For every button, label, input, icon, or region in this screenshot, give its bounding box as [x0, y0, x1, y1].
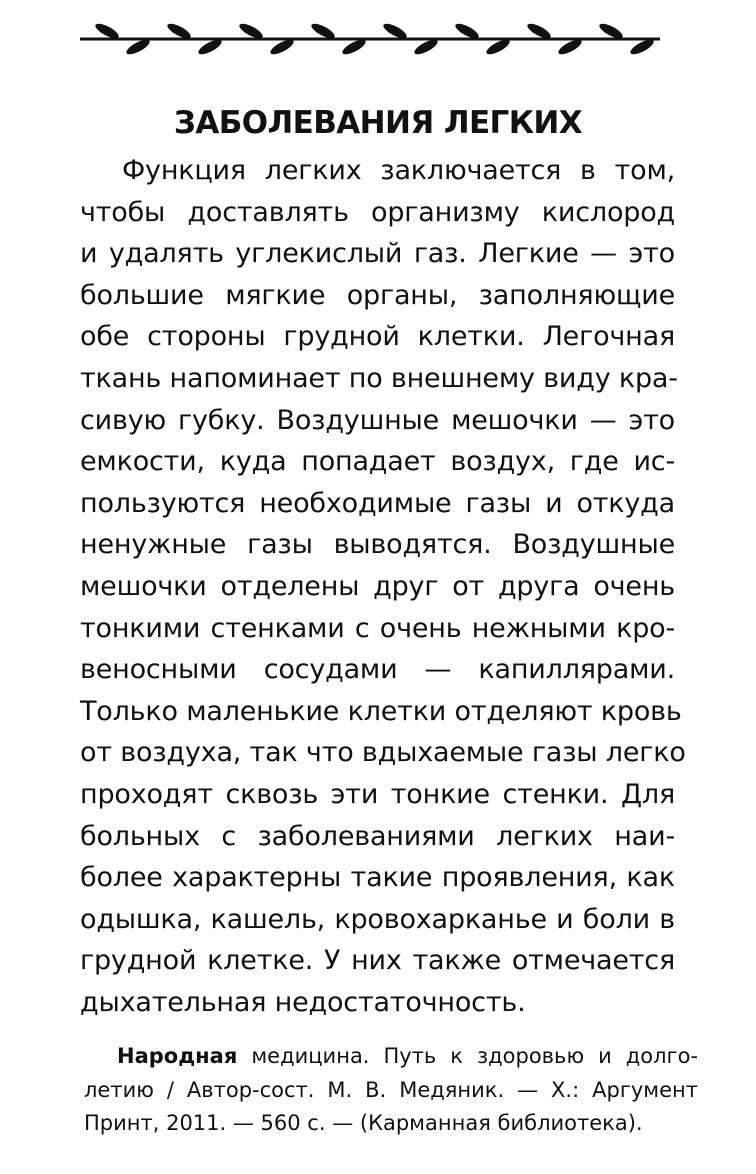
body-line: и удалять углекислый газ. Легкие — это	[80, 238, 675, 270]
body-line: ненужные газы выводятся. Воздушные	[80, 529, 675, 561]
citation-line: Принт, 2011. — 560 с. — (Карманная библиотека).	[84, 1111, 643, 1135]
citation-line: летию / Автор-сост. М. В. Медяник. — Х.: Аргумент	[84, 1077, 698, 1102]
body-line: мешочки отделены друг от друга очень	[80, 570, 675, 602]
article-body	[80, 150, 686, 1023]
body-line: большие мягкие органы, заполняющие	[80, 279, 675, 311]
article-title: ЗАБОЛЕВАНИЯ ЛЕГКИХ	[173, 105, 583, 141]
body-line: одышка, кашель, кровохарканье и боли в	[80, 903, 675, 935]
body-line: ткань напоминает по внешнему виду кра-	[80, 362, 678, 394]
body-line: Функция легких заключается в том,	[122, 155, 675, 186]
source-citation	[84, 1040, 698, 1141]
body-line: пользуются необходимые газы и откуда	[80, 487, 675, 519]
body-line: обе стороны грудной клетки. Легочная	[80, 321, 675, 353]
body-line: от воздуха, так что вдыхаемые газы легко	[80, 737, 686, 769]
body-line: сивую губку. Воздушные мешочки — это	[80, 404, 675, 436]
body-line: больных с заболеваниями легких наи-	[80, 820, 675, 852]
body-line: чтобы доставлять организму кислород	[80, 196, 675, 228]
body-line: емкости, куда попадает воздух, где ис-	[80, 446, 675, 478]
body-line: Только маленькие клетки отделяют кровь	[80, 695, 682, 727]
body-line: грудной клетке. У них также отмечается	[80, 945, 675, 977]
citation-line-rest: медицина. Путь к здоровью и долго-	[237, 1044, 698, 1068]
citation-line	[84, 1040, 698, 1074]
body-line: проходят сквозь эти тонкие стенки. Для	[80, 778, 675, 810]
vine-leaves-divider-icon	[80, 16, 660, 58]
body-line: более характерны такие проявления, как	[80, 862, 675, 894]
body-line: веносными сосудами — капиллярами.	[80, 654, 675, 686]
body-line: дыхательная недостаточность.	[80, 986, 526, 1018]
body-line: тонкими стенками с очень нежными кро-	[80, 612, 675, 644]
citation-bold-word: Народная	[117, 1044, 238, 1068]
